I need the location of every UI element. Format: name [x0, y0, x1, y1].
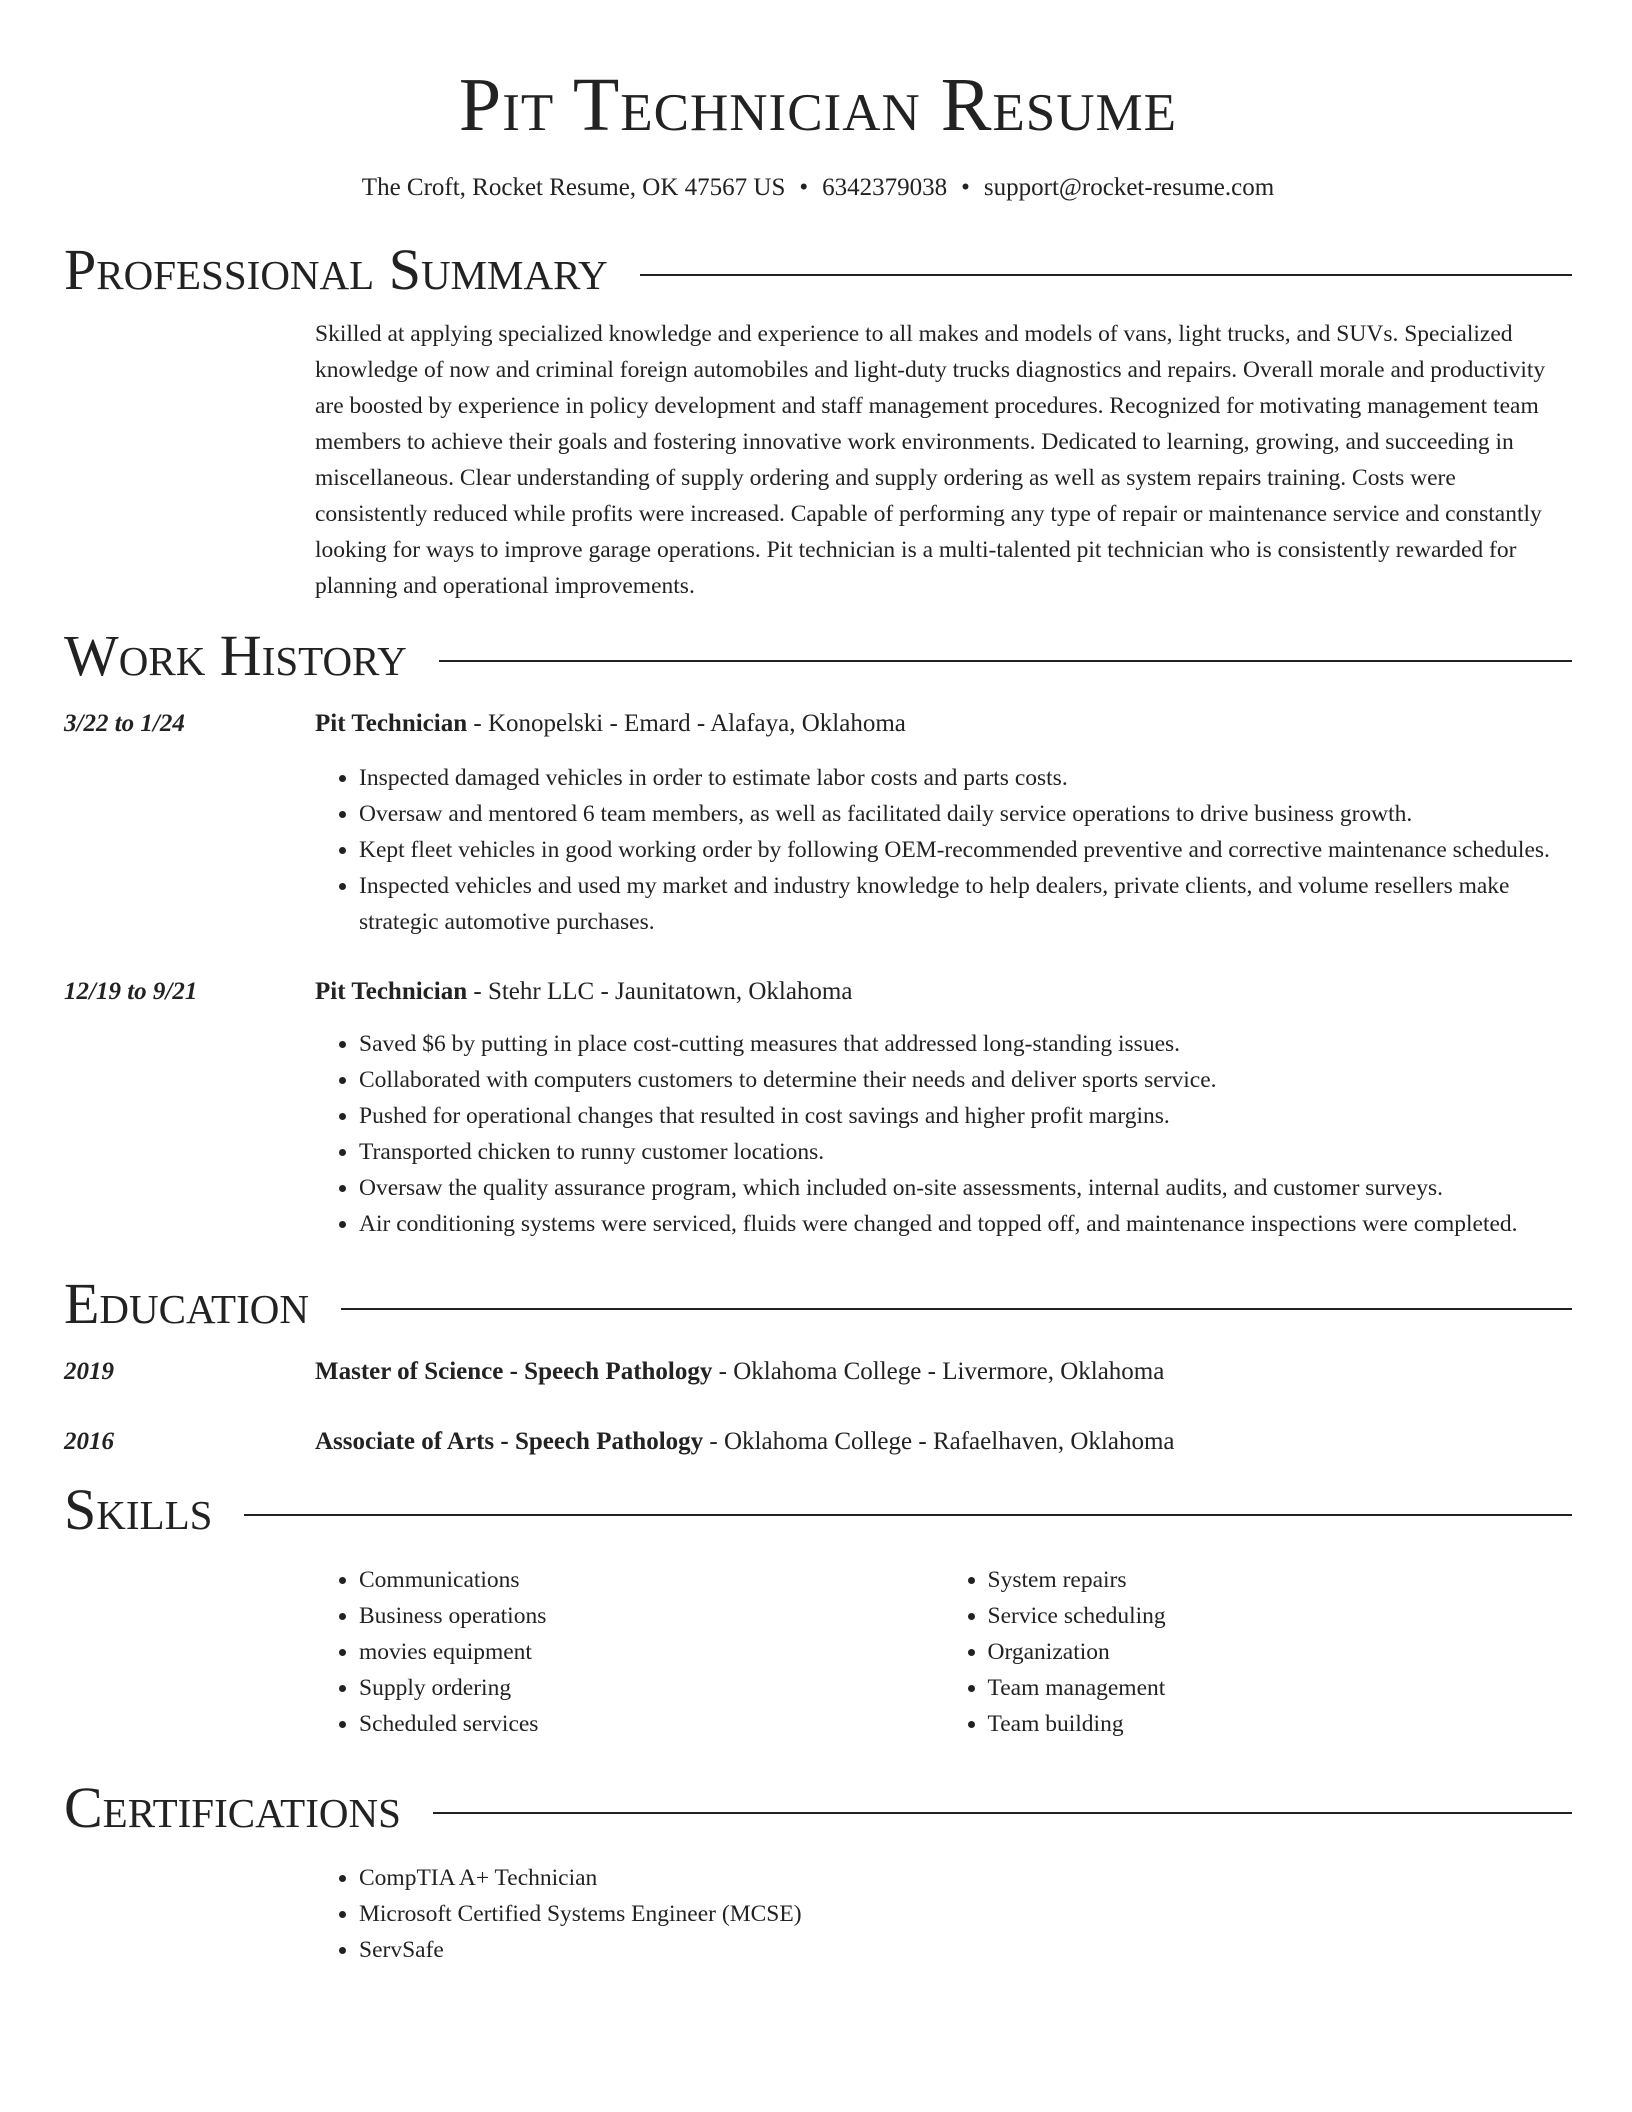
- education-degree-line: [315, 1354, 1164, 1390]
- list-item: • Supply ordering: [359, 1670, 944, 1706]
- skills-section-header: [64, 1474, 1572, 1546]
- list-item: • Microsoft Certified Systems Engineer (MCSE): [359, 1896, 1572, 1932]
- education-year: 2019: [64, 1358, 114, 1385]
- list-item: • Business operations: [359, 1598, 944, 1634]
- summary-text: Skilled at applying specialized knowledge and experience to all makes and models of vans, light trucks, and SUVs. Specialized knowledge of now and criminal foreign automobiles and light-duty trucks diagnostics and repairs. Overall morale and productivity are boosted by experience in policy development and staff management procedures. Recognized for motivating management team members to achieve their goals and fostering innovative work environments. Dedicated to learning, growing, and succeeding in miscellaneous. Clear understanding of supply ordering and supply ordering as well as system repairs training. Costs were consistently reduced while profits were increased. Capable of performing any type of repair or maintenance service and constantly looking for ways to improve garage operations. Pit technician is a multi-talented pit technician who is consistently rewarded for planning and operational improvements.: [315, 321, 1546, 599]
- education-section-header: [64, 1268, 1572, 1340]
- list-item: • CompTIA A+ Technician: [359, 1860, 1572, 1896]
- education-degree: Master of Science - Speech Pathology: [315, 1358, 713, 1385]
- section-rule: [341, 1308, 1572, 1310]
- contact-phone: 6342379038: [822, 174, 948, 201]
- skills-right-column: [944, 1562, 1573, 1742]
- list-item: • movies equipment: [359, 1634, 944, 1670]
- section-rule: [439, 660, 1572, 662]
- education-degree-line: [315, 1424, 1175, 1460]
- skills-grid: [315, 1562, 1572, 1742]
- certifications-heading: Certifications: [64, 1775, 401, 1840]
- list-item: • Collaborated with computers customers to determine their needs and deliver sports service.: [359, 1062, 1572, 1098]
- job-details: - Stehr LLC - Jaunitatown, Oklahoma: [467, 978, 853, 1005]
- job-dates: 12/19 to 9/21: [64, 978, 198, 1005]
- list-item: • Pushed for operational changes that resulted in cost savings and higher profit margins.: [359, 1098, 1572, 1134]
- certifications-section-header: [64, 1772, 1572, 1844]
- education-entry-2: [64, 1424, 1572, 1460]
- list-item: • Kept fleet vehicles in good working order by following OEM-recommended preventive and corrective maintenance schedules.: [359, 832, 1572, 868]
- list-item: • Service scheduling: [988, 1598, 1573, 1634]
- job-bullets-1: [315, 760, 1572, 940]
- job-dates: 3/22 to 1/24: [64, 710, 185, 737]
- education-year: 2016: [64, 1428, 114, 1455]
- skills-left-column: [315, 1562, 944, 1742]
- list-item: • Oversaw the quality assurance program, which included on-site assessments, internal audits, and customer surveys.: [359, 1170, 1572, 1206]
- summary-section-header: [64, 234, 1572, 306]
- list-item: • System repairs: [988, 1562, 1573, 1598]
- job-entry-2: [64, 974, 1572, 1010]
- list-item: • Team management: [988, 1670, 1573, 1706]
- list-item: • Inspected damaged vehicles in order to estimate labor costs and parts costs.: [359, 760, 1572, 796]
- list-item: • Communications: [359, 1562, 944, 1598]
- list-item: • Air conditioning systems were serviced, fluids were changed and topped off, and maintenance inspections were completed.: [359, 1206, 1572, 1242]
- contact-line: [64, 172, 1572, 204]
- job-title: Pit Technician: [315, 710, 468, 737]
- section-rule: [244, 1514, 1572, 1516]
- job-details: - Konopelski - Emard - Alafaya, Oklahoma: [467, 710, 906, 737]
- certifications-list: [315, 1860, 1572, 1968]
- summary-heading: Professional Summary: [64, 237, 608, 302]
- section-rule: [640, 274, 1572, 276]
- education-details: - Oklahoma College - Rafaelhaven, Oklahoma: [703, 1428, 1175, 1455]
- job-bullets-2: [315, 1026, 1572, 1242]
- job-role: [315, 974, 852, 1010]
- contact-separator: •: [961, 174, 970, 201]
- job-title: Pit Technician: [315, 978, 468, 1005]
- work-heading: Work History: [64, 623, 407, 688]
- contact-email: support@rocket-resume.com: [983, 174, 1275, 201]
- education-heading: Education: [64, 1271, 309, 1336]
- contact-separator: •: [799, 174, 809, 201]
- list-item: • ServSafe: [359, 1932, 1572, 1968]
- job-entry-1: [64, 706, 1572, 742]
- list-item: • Oversaw and mentored 6 team members, as well as facilitated daily service operations to drive business growth.: [359, 796, 1572, 832]
- resume-title: Pit Technician Resume: [458, 63, 1178, 147]
- resume-page: [64, 0, 1572, 1968]
- job-role: [315, 706, 906, 742]
- skills-heading: Skills: [64, 1477, 213, 1542]
- contact-address: The Croft, Rocket Resume, OK 47567 US: [361, 174, 786, 201]
- work-section-header: [64, 620, 1572, 692]
- section-rule: [433, 1812, 1572, 1814]
- education-degree: Associate of Arts - Speech Pathology: [315, 1428, 704, 1455]
- list-item: • Scheduled services: [359, 1706, 944, 1742]
- list-item: • Saved $6 by putting in place cost-cutting measures that addressed long-standing issues.: [359, 1026, 1572, 1062]
- list-item: • Team building: [988, 1706, 1573, 1742]
- list-item: • Inspected vehicles and used my market and industry knowledge to help dealers, private clients, and volume resellers make strategic automotive purchases.: [359, 868, 1572, 940]
- list-item: • Transported chicken to runny customer locations.: [359, 1134, 1572, 1170]
- education-entry-1: [64, 1354, 1572, 1390]
- education-details: - Oklahoma College - Livermore, Oklahoma: [712, 1358, 1165, 1385]
- list-item: • Organization: [988, 1634, 1573, 1670]
